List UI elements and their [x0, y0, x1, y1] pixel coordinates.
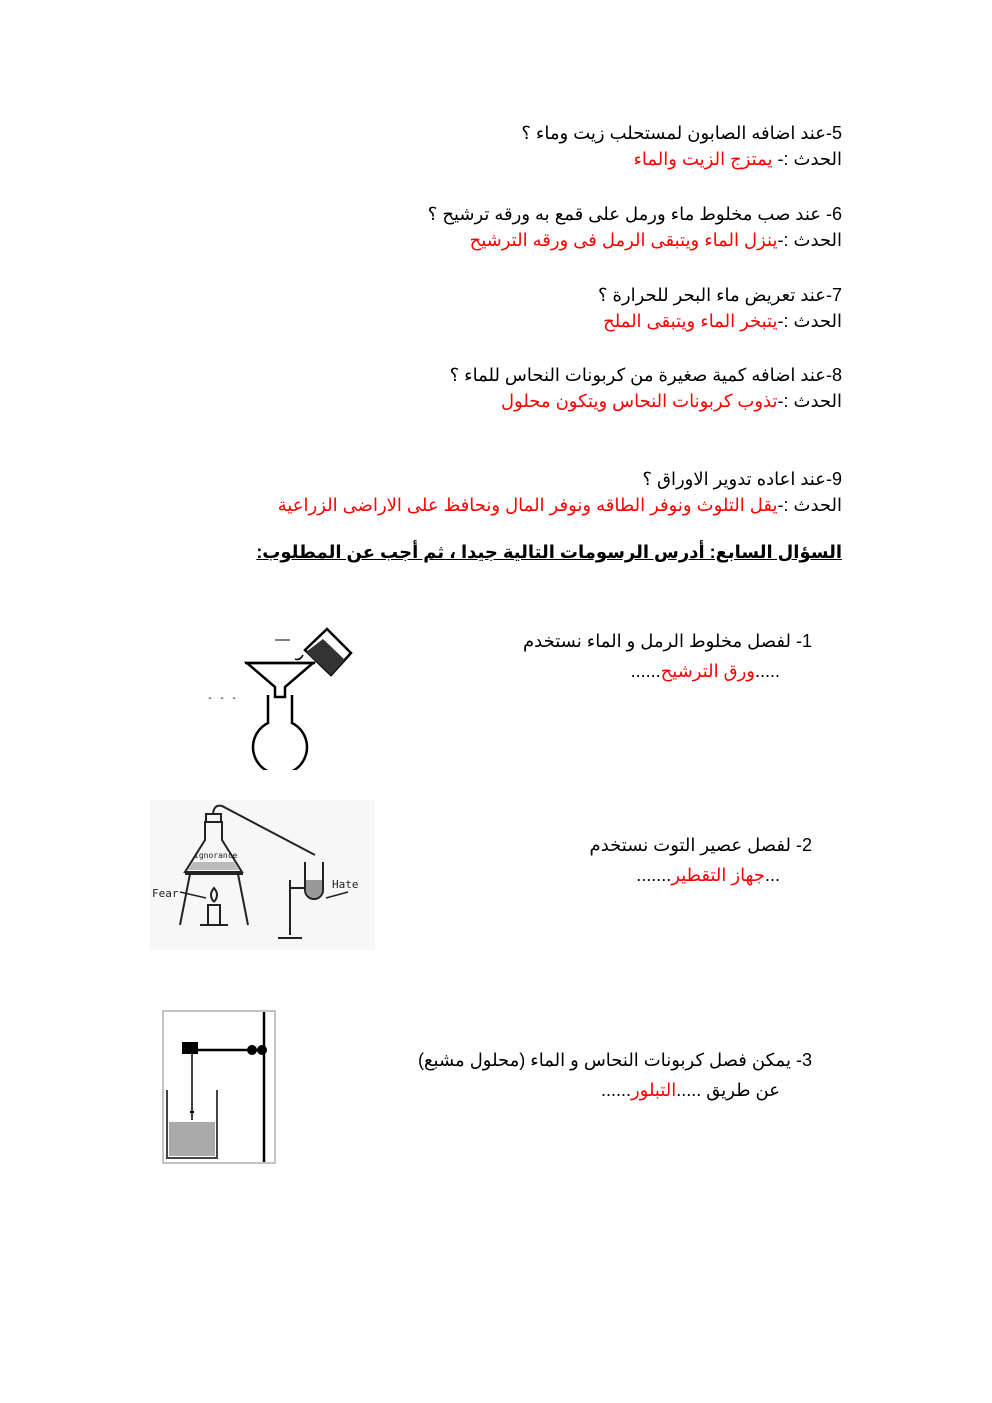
item-number: 1-	[795, 631, 812, 651]
question-8	[450, 362, 842, 414]
event-label: الحدث :-	[777, 495, 842, 515]
question-6	[428, 201, 842, 253]
event-label: الحدث :-	[777, 230, 842, 250]
question-text: 8-عند اضافه كمية صغيرة من كربونات النحاس للماء ؟	[449, 365, 842, 385]
dots-before: عن طريق .....	[676, 1080, 780, 1100]
flask-body	[253, 695, 307, 770]
svg-text:- - -: - - -	[207, 693, 238, 704]
dots-after: .......	[636, 865, 672, 885]
item-text: لفصل عصير التوت نستخدم	[589, 835, 791, 855]
dots-after: ......	[600, 1080, 631, 1100]
event-label: الحدث :-	[777, 391, 842, 411]
item-number: 2-	[795, 835, 812, 855]
clamp	[182, 1042, 198, 1054]
event-line	[278, 492, 842, 518]
question-text: 9-عند اعاده تدوير الاوراق ؟	[642, 469, 842, 489]
question-text: 5-عند اضافه الصابون لمستحلب زيت وماء ؟	[521, 123, 842, 143]
event-line	[428, 227, 842, 253]
question-text: 6- عند صب مخلوط ماء ورمل على قمع به ورقه ترشيح ؟	[427, 204, 842, 224]
item-2	[590, 830, 812, 890]
event-line	[521, 146, 842, 172]
heat-label-left: Fear	[152, 887, 179, 900]
event-line	[598, 308, 842, 334]
question-9	[278, 466, 842, 518]
event-answer: يمتزج الزيت والماء	[633, 149, 773, 169]
heat-label-right: Hate	[332, 878, 359, 891]
event-label: الحدث :-	[772, 149, 842, 169]
event-answer: تذوب كربونات النحاس ويتكون محلول	[500, 391, 778, 411]
item-3	[418, 1045, 812, 1105]
item-answer-line	[523, 656, 812, 686]
event-answer: ينزل الماء ويتبقى الرمل فى ورقه الترشيح	[469, 230, 778, 250]
event-label: الحدث :-	[777, 311, 842, 331]
item-answer: التبلور	[630, 1080, 677, 1100]
item-1	[523, 626, 812, 686]
question-text: 7-عند تعريض ماء البحر للحرارة ؟	[597, 285, 842, 305]
section-title: السؤال السابع: أدرس الرسومات التالية جيدا ، ثم أجب عن المطلوب:	[256, 542, 842, 562]
question-5	[521, 120, 842, 172]
item-text: يمكن فصل كربونات النحاس و الماء (محلول مشبع)	[417, 1050, 791, 1070]
event-line	[450, 388, 842, 414]
dots-after: ......	[630, 661, 661, 681]
crystallization-figure	[162, 1010, 277, 1165]
item-answer: ورق الترشيح	[660, 661, 755, 681]
event-answer: يتبخر الماء ويتبقى الملح	[603, 311, 778, 331]
item-answer: جهاز التقطير	[671, 865, 765, 885]
funnel	[247, 663, 313, 697]
item-answer-line	[418, 1075, 812, 1105]
filtration-figure	[205, 625, 365, 770]
item-answer-line	[590, 860, 812, 890]
dots-before: ...	[764, 865, 780, 885]
event-answer: يقل التلوث ونوفر الطاقه ونوفر المال ونحافظ على الاراضى الزراعية	[277, 495, 778, 515]
item-number: 3-	[795, 1050, 812, 1070]
solution	[169, 1122, 215, 1156]
question-7	[598, 282, 842, 334]
item-text: لفصل مخلوط الرمل و الماء نستخدم	[523, 631, 791, 651]
flask-label: ignorance	[194, 851, 238, 860]
distillation-figure	[150, 800, 375, 950]
dots-before: .....	[754, 661, 780, 681]
